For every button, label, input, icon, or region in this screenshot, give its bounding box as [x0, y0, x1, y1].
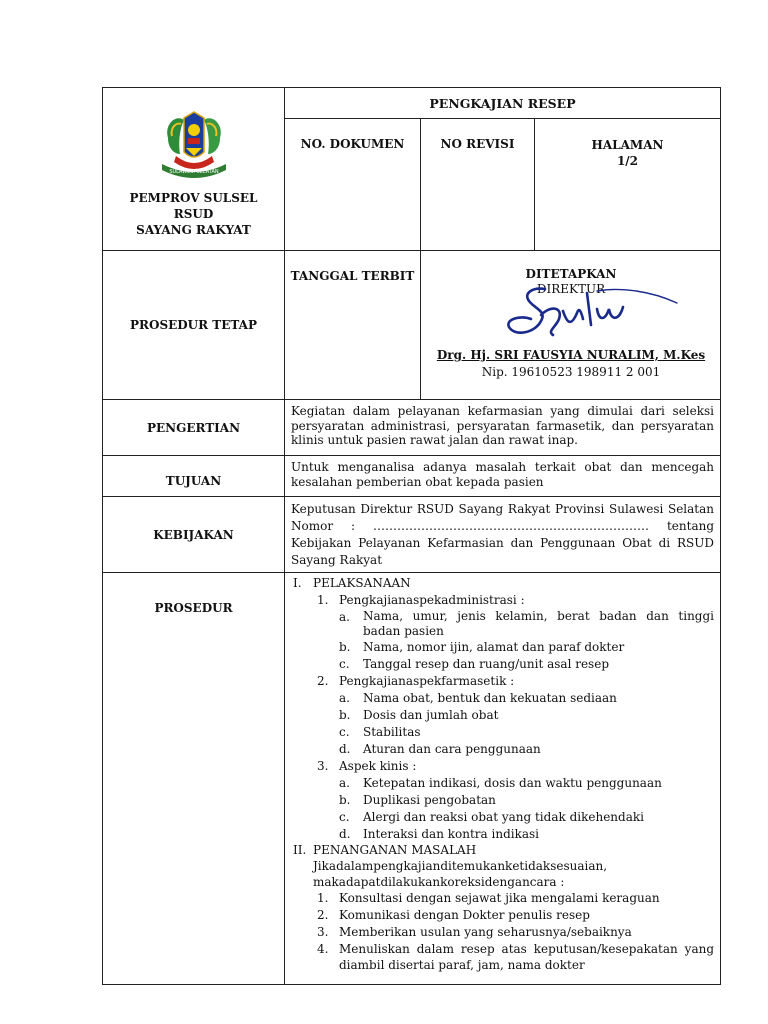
logo-cell: [103, 88, 285, 251]
item-text: Stabilitas: [363, 725, 421, 739]
ditetapkan-label: DITETAPKAN: [525, 267, 617, 281]
item-num: c.: [339, 725, 350, 739]
list-item: [339, 741, 714, 758]
halaman-cell: [535, 119, 721, 251]
org-line-2: RSUD: [173, 207, 214, 221]
part2-heading: [293, 843, 714, 858]
prosedur-tetap-label: PROSEDUR TETAP: [103, 251, 285, 400]
part2-intro-1: Jikadalampengkajianditemukanketidaksesuaian,: [313, 859, 608, 873]
org-line-1: PEMPROV SULSEL: [129, 191, 258, 205]
item-num: a.: [339, 610, 350, 624]
item-text: Dosis dan jumlah obat: [363, 708, 499, 722]
item-num: b.: [339, 640, 351, 654]
prosedur-label: PROSEDUR: [103, 573, 285, 985]
item-text: Interaksi dan kontra indikasi: [363, 827, 540, 841]
list-item: [339, 792, 714, 809]
part2-title: PENANGANAN MASALAH: [313, 843, 477, 857]
group-num: 1.: [317, 593, 329, 607]
sop-document: [102, 87, 720, 972]
group-num: 3.: [317, 759, 329, 773]
item-text: Memberikan usulan yang seharusnya/sebaiknya: [339, 925, 632, 939]
kebijakan-label: KEBIJAKAN: [103, 497, 285, 573]
item-num: 4.: [317, 942, 329, 956]
group-heading: [313, 592, 714, 609]
item-text: Nama, nomor ijin, alamat dan paraf dokter: [363, 640, 625, 654]
list-item: [313, 907, 714, 924]
item-num: a.: [339, 776, 350, 790]
pengertian-text: Kegiatan dalam pelayanan kefarmasian yang dimulai dari seleksi persyaratan administrasi, persyaratan farmasetik, dan persyaratan klinis untuk pasien rawat jalan dan rawat inap.: [285, 400, 721, 456]
group-heading: [313, 758, 714, 775]
list-item: [339, 826, 714, 843]
item-text: Nama obat, bentuk dan kekuatan sediaan: [363, 691, 617, 705]
item-text: Konsultasi dengan sejawat jika mengalami keraguan: [339, 891, 660, 905]
logo-banner-text: SULAWESI SELATAN: [168, 169, 219, 175]
direktur-label: DIREKTUR: [536, 282, 606, 296]
item-num: d.: [339, 827, 351, 841]
item-text: Duplikasi pengobatan: [363, 793, 496, 807]
province-emblem: [154, 108, 234, 184]
halaman-value: 1/2: [616, 154, 639, 168]
item-text: Tanggal resep dan ruang/unit asal resep: [363, 657, 609, 671]
item-text: Alergi dan reaksi obat yang tidak dikehendaki: [363, 810, 644, 824]
kebijakan-text: Keputusan Direktur RSUD Sayang Rakyat Provinsi Sulawesi Selatan Nomor : …………………………………………………………… tentang Kebijakan Pelayanan Kefarmasian dan Penggunaan Obat di RSUD Sayang Rakyat: [285, 497, 721, 573]
list-item: [313, 924, 714, 941]
item-text: Menuliskan dalam resep atas keputusan/kesepakatan yang diambil disertai paraf, jam, nama dokter: [339, 942, 715, 972]
part1-heading: [293, 575, 714, 592]
item-text: Nama, umur, jenis kelamin, berat badan dan tinggi badan pasien: [363, 609, 715, 638]
part2-num: II.: [293, 843, 307, 857]
list-item: [313, 890, 714, 907]
list-item: [339, 724, 714, 741]
section-row: [103, 400, 721, 456]
list-item: [339, 609, 714, 639]
list-item: [339, 639, 714, 656]
item-text: Aturan dan cara penggunaan: [363, 742, 541, 756]
document-title: PENGKAJIAN RESEP: [285, 88, 721, 119]
director-nip: Nip. 19610523 198911 2 001: [481, 365, 661, 379]
prosedur-content: [285, 573, 721, 985]
item-num: d.: [339, 742, 351, 756]
group-num: 2.: [317, 674, 329, 688]
tanggal-terbit-label: TANGGAL TERBIT: [285, 251, 421, 400]
item-num: 1.: [317, 891, 329, 905]
list-item: [339, 656, 714, 673]
group-heading: [313, 673, 714, 690]
no-revisi-label: NO REVISI: [421, 119, 535, 251]
group-title: Pengkajianaspekadministrasi :: [339, 593, 525, 607]
signature: [501, 281, 691, 351]
item-text: Komunikasi dengan Dokter penulis resep: [339, 908, 590, 922]
list-item: [339, 775, 714, 792]
part2-intro-2: makadapatdilakukankoreksidengancara :: [313, 875, 565, 889]
group-title: Pengkajianaspekfarmasetik :: [339, 674, 515, 688]
item-text: Ketepatan indikasi, dosis dan waktu penggunaan: [363, 776, 662, 790]
tujuan-label: TUJUAN: [103, 456, 285, 497]
section-row: [103, 497, 721, 573]
list-item: [313, 941, 714, 973]
sop-table: [102, 87, 721, 985]
part1-title: PELAKSANAAN: [313, 576, 411, 590]
director-name: Drg. Hj. SRI FAUSYIA NURALIM, M.Kes: [436, 348, 706, 362]
section-row: [103, 456, 721, 497]
item-num: a.: [339, 691, 350, 705]
group-title: Aspek kinis :: [339, 759, 417, 773]
list-item: [339, 809, 714, 826]
list-item: [339, 690, 714, 707]
halaman-label: HALAMAN: [591, 138, 664, 152]
approval-cell: [421, 251, 721, 400]
tujuan-text: Untuk menganalisa adanya masalah terkait obat dan mencegah kesalahan pemberian obat kepada pasien: [285, 456, 721, 497]
item-num: c.: [339, 657, 350, 671]
item-num: 2.: [317, 908, 329, 922]
part1-num: I.: [293, 576, 302, 590]
item-num: b.: [339, 708, 351, 722]
item-num: b.: [339, 793, 351, 807]
pengertian-label: PENGERTIAN: [103, 400, 285, 456]
org-line-3: SAYANG RAKYAT: [136, 223, 251, 237]
list-item: [339, 707, 714, 724]
item-num: 3.: [317, 925, 329, 939]
no-dokumen-label: NO. DOKUMEN: [285, 119, 421, 251]
item-num: c.: [339, 810, 350, 824]
